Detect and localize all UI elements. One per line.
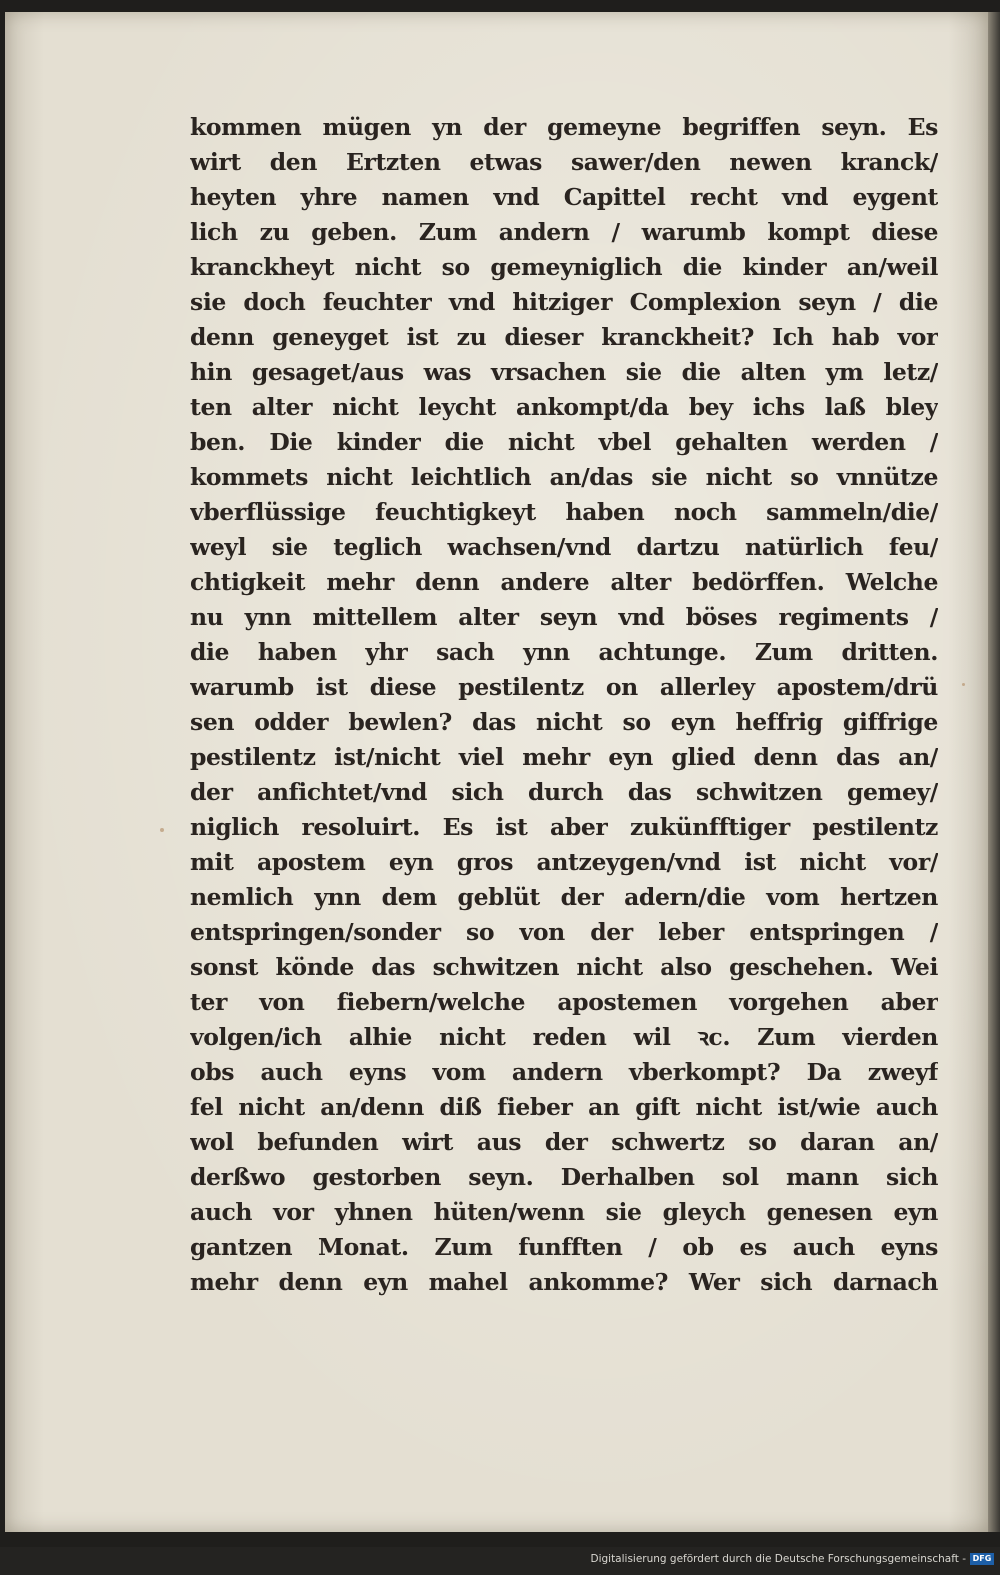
text-line: wirt den Ertzten etwas sawer/den newen kranck/ bbox=[190, 148, 938, 176]
text-line: der anfichtet/vnd sich durch das schwitzen gemey/ bbox=[190, 778, 938, 806]
text-line: chtigkeit mehr denn andere alter bedörffen. Welche bbox=[190, 568, 938, 596]
text-line: mit apostem eyn gros antzeygen/vnd ist nicht vor/ bbox=[190, 848, 938, 876]
blackletter-text-block bbox=[190, 110, 938, 1300]
text-line: lich zu geben. Zum andern / warumb kompt diese bbox=[190, 218, 938, 246]
text-line: weyl sie teglich wachsen/vnd dartzu natürlich feu/ bbox=[190, 533, 938, 561]
text-line: gantzen Monat. Zum funfften / ob es auch eyns bbox=[190, 1233, 938, 1261]
text-line: kranckheyt nicht so gemeyniglich die kinder an/weil bbox=[190, 253, 938, 281]
text-line: nu ynn mittellem alter seyn vnd böses regiments / bbox=[190, 603, 938, 631]
text-line: vberflüssige feuchtigkeyt haben noch sammeln/die/ bbox=[190, 498, 938, 526]
text-line: kommen mügen yn der gemeyne begriffen seyn. Es bbox=[190, 113, 938, 141]
text-line: pestilentz ist/nicht viel mehr eyn glied denn das an/ bbox=[190, 743, 938, 771]
dfg-logo-icon[interactable]: DFG bbox=[970, 1553, 994, 1565]
text-line: kommets nicht leichtlich an/das sie nicht so vnnütze bbox=[190, 463, 938, 491]
text-line: ten alter nicht leycht ankompt/da bey ichs laß bley bbox=[190, 393, 938, 421]
text-line: die haben yhr sach ynn achtunge. Zum dritten. bbox=[190, 638, 938, 666]
text-line: warumb ist diese pestilentz on allerley apostem/drü bbox=[190, 673, 938, 701]
text-line: derßwo gestorben seyn. Derhalben sol mann sich bbox=[190, 1163, 938, 1191]
text-line: sonst könde das schwitzen nicht also geschehen. Wei bbox=[190, 953, 938, 981]
text-line: mehr denn eyn mahel ankomme? Wer sich darnach bbox=[190, 1268, 938, 1296]
text-line: auch vor yhnen hüten/wenn sie gleych genesen eyn bbox=[190, 1198, 938, 1226]
text-line: entspringen/sonder so von der leber entspringen / bbox=[190, 918, 938, 946]
text-line: nemlich ynn dem geblüt der adern/die vom hertzen bbox=[190, 883, 938, 911]
text-line: sie doch feuchter vnd hitziger Complexion seyn / die bbox=[190, 288, 938, 316]
paper-speck bbox=[160, 828, 164, 832]
text-line: ter von fiebern/welche apostemen vorgehen aber bbox=[190, 988, 938, 1016]
text-line: heyten yhre namen vnd Capittel recht vnd eygent bbox=[190, 183, 938, 211]
text-line: volgen/ich alhie nicht reden wil ꝛc. Zum vierden bbox=[190, 1023, 938, 1051]
text-line: denn geneyget ist zu dieser kranckheit? Ich hab vor bbox=[190, 323, 938, 351]
text-line: sen odder bewlen? das nicht so eyn heffrig giffrige bbox=[190, 708, 938, 736]
text-line: niglich resoluirt. Es ist aber zukünfftiger pestilentz bbox=[190, 813, 938, 841]
text-line: hin gesaget/aus was vrsachen sie die alten ym letz/ bbox=[190, 358, 938, 386]
text-line: wol befunden wirt aus der schwertz so daran an/ bbox=[190, 1128, 938, 1156]
text-line: fel nicht an/denn diß fieber an gift nicht ist/wie auch bbox=[190, 1093, 938, 1121]
funding-credit: Digitalisierung gefördert durch die Deutsche Forschungsgemeinschaft - bbox=[590, 1553, 966, 1565]
text-line: ben. Die kinder die nicht vbel gehalten werden / bbox=[190, 428, 938, 456]
text-line: obs auch eyns vom andern vberkompt? Da zweyf bbox=[190, 1058, 938, 1086]
page-edge bbox=[988, 12, 1000, 1532]
paper-speck bbox=[962, 683, 965, 686]
